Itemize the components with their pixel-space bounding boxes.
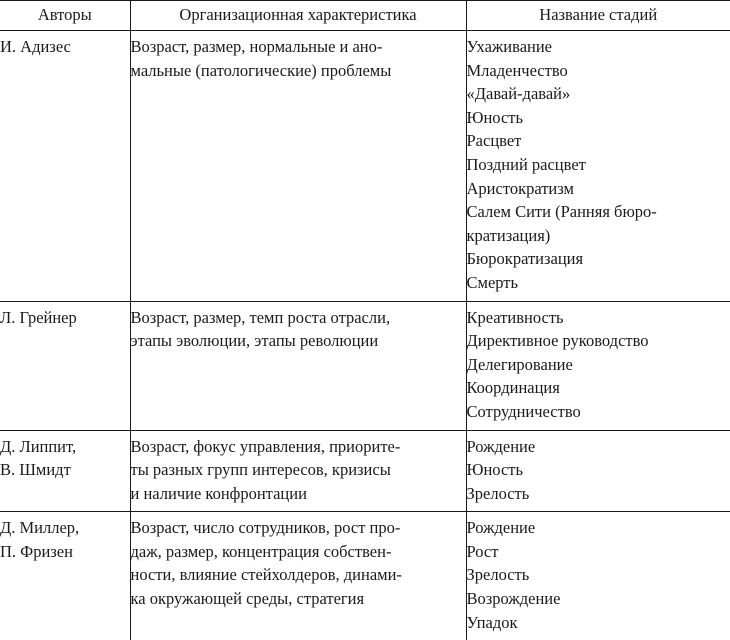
stage-item: Зрелость (467, 482, 730, 506)
stage-item: Рождение (467, 516, 730, 540)
cell-characteristic (130, 301, 466, 430)
stage-item: Директивное руководство (467, 329, 730, 353)
table-header-row (0, 1, 730, 31)
stage-item: Упадок (467, 611, 730, 635)
author-line: Д. Миллер, (0, 516, 130, 540)
stage-item: Креативность (467, 306, 730, 330)
cell-stages (466, 512, 730, 640)
table-row (0, 512, 730, 640)
cell-stages (466, 430, 730, 512)
stage-item: Зрелость (467, 563, 730, 587)
column-header-authors: Авторы (0, 1, 130, 31)
column-header-characteristic: Организационная характеристика (130, 1, 466, 31)
stage-item: Бюрократизация (467, 247, 730, 271)
cell-authors (0, 512, 130, 640)
characteristic-line: ты разных групп интересов, кризисы (131, 458, 466, 482)
cell-characteristic (130, 31, 466, 302)
stage-item: Юность (467, 458, 730, 482)
characteristic-line: даж, размер, концентрация собствен- (131, 540, 466, 564)
cell-stages (466, 31, 730, 302)
stage-item: Аристократизм (467, 177, 730, 201)
stage-item-continuation: кратизация) (467, 224, 730, 248)
cell-characteristic (130, 512, 466, 640)
author-line: Л. Грейнер (0, 306, 130, 330)
stage-item: Координация (467, 376, 730, 400)
cell-authors (0, 31, 130, 302)
characteristic-line: этапы эволюции, этапы революции (131, 329, 466, 353)
author-line: П. Фризен (0, 540, 130, 564)
author-line: И. Адизес (0, 35, 130, 59)
stage-item: Рождение (467, 435, 730, 459)
author-line: Д. Липпит, (0, 435, 130, 459)
characteristic-line: мальные (патологические) проблемы (131, 59, 466, 83)
characteristic-line: Возраст, число сотрудников, рост про- (131, 516, 466, 540)
cell-authors (0, 430, 130, 512)
stage-item: Поздний расцвет (467, 153, 730, 177)
stage-item: Рост (467, 540, 730, 564)
stage-item: Младенчество (467, 59, 730, 83)
cell-authors (0, 301, 130, 430)
table-body (0, 31, 730, 640)
stage-item: «Давай-давай» (467, 82, 730, 106)
stage-item: Делегирование (467, 353, 730, 377)
stage-item: Сотрудничество (467, 400, 730, 424)
author-line: В. Шмидт (0, 458, 130, 482)
characteristic-line: Возраст, фокус управления, приорите- (131, 435, 466, 459)
column-header-stages: Название стадий (466, 1, 730, 31)
characteristic-line: ка окружающей среды, стратегия (131, 587, 466, 611)
stage-item: Смерть (467, 271, 730, 295)
stage-item: Расцвет (467, 129, 730, 153)
table-row (0, 301, 730, 430)
table-row (0, 430, 730, 512)
table-header (0, 1, 730, 31)
stage-item: Юность (467, 106, 730, 130)
cell-characteristic (130, 430, 466, 512)
stage-item: Ухаживание (467, 35, 730, 59)
characteristic-line: ности, влияние стейхолдеров, динами- (131, 563, 466, 587)
cell-stages (466, 301, 730, 430)
characteristic-line: Возраст, размер, темп роста отрасли, (131, 306, 466, 330)
characteristic-line: и наличие конфронтации (131, 482, 466, 506)
characteristic-line: Возраст, размер, нормальные и ано- (131, 35, 466, 59)
stage-item: Салем Сити (Ранняя бюро- (467, 200, 730, 224)
table-row (0, 31, 730, 302)
stage-item: Возрождение (467, 587, 730, 611)
